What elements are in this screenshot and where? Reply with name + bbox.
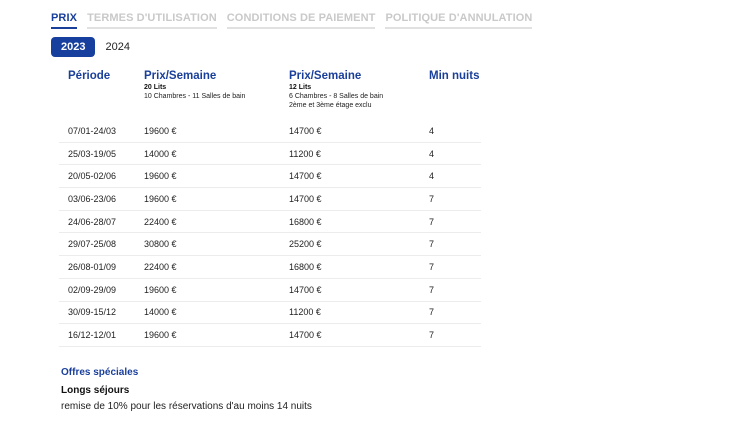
row-price-1: 19600 €: [144, 193, 177, 204]
row-price-1: 19600 €: [144, 171, 177, 182]
table-row: [59, 324, 481, 347]
header-min-nights: Min nuits: [429, 70, 480, 82]
tab-politique-annulation[interactable]: POLITIQUE D'ANNULATION: [385, 12, 532, 29]
header-price-2-detail-1: 6 Chambres - 8 Salles de bain: [289, 93, 384, 100]
row-period: 02/09-29/09: [68, 284, 117, 295]
table-body: [59, 120, 481, 347]
row-price-2: 14700 €: [289, 125, 322, 136]
row-min-nights: 7: [429, 239, 435, 250]
row-min-nights: 4: [429, 125, 435, 136]
table-row: [59, 120, 481, 143]
row-period: 24/06-28/07: [68, 216, 117, 227]
row-price-2: 25200 €: [289, 239, 322, 250]
row-price-2: 14700 €: [289, 171, 322, 182]
row-period: 07/01-24/03: [68, 125, 117, 136]
offers-title: Offres spéciales: [61, 367, 139, 378]
header-price-1: Prix/Semaine: [144, 70, 217, 82]
year-button-2024[interactable]: 2024: [105, 41, 130, 53]
row-price-2: 11200 €: [289, 148, 321, 159]
tab-termes-utilisation[interactable]: TERMES D'UTILISATION: [87, 12, 217, 29]
row-min-nights: 7: [429, 284, 435, 295]
table-row: [59, 279, 481, 302]
row-min-nights: 7: [429, 261, 435, 272]
row-min-nights: 7: [429, 216, 435, 227]
table-row: [59, 211, 481, 234]
row-price-1: 19600 €: [144, 284, 177, 295]
row-period: 20/05-02/06: [68, 171, 117, 182]
row-price-1: 19600 €: [144, 330, 177, 341]
table-row: [59, 302, 481, 325]
year-button-2023[interactable]: 2023: [51, 37, 95, 57]
row-price-1: 14000 €: [144, 307, 177, 318]
row-price-2: 14700 €: [289, 330, 322, 341]
table-row: [59, 143, 481, 166]
row-period: 26/08-01/09: [68, 261, 117, 272]
header-price-1-beds: 20 Lits: [144, 84, 167, 91]
header-price-2: Prix/Semaine: [289, 70, 362, 82]
offers-text: remise de 10% pour les réservations d'au moins 14 nuits: [61, 401, 312, 412]
row-min-nights: 7: [429, 193, 435, 204]
row-price-2: 14700 €: [289, 284, 322, 295]
table-row: [59, 165, 481, 188]
row-min-nights: 7: [429, 307, 435, 318]
row-price-2: 16800 €: [289, 261, 322, 272]
tab-conditions-paiement[interactable]: CONDITIONS DE PAIEMENT: [227, 12, 376, 29]
row-min-nights: 7: [429, 330, 435, 341]
row-price-1: 19600 €: [144, 125, 177, 136]
row-min-nights: 4: [429, 171, 435, 182]
row-period: 30/09-15/12: [68, 307, 117, 318]
row-price-1: 30800 €: [144, 239, 177, 250]
tab-prix[interactable]: PRIX: [51, 12, 77, 29]
row-price-2: 14700 €: [289, 193, 322, 204]
header-period: Période: [68, 70, 111, 82]
row-price-2: 11200 €: [289, 307, 321, 318]
year-selector: [51, 37, 140, 57]
table-header: [59, 68, 481, 120]
row-period: 29/07-25/08: [68, 239, 117, 250]
special-offers: [61, 367, 312, 412]
tab-bar: [51, 12, 542, 29]
header-price-2-beds: 12 Lits: [289, 84, 312, 91]
header-price-2-detail-2: 2ème et 3ème étage exclu: [289, 102, 372, 109]
header-price-1-detail: 10 Chambres - 11 Salles de bain: [144, 93, 246, 100]
table-row: [59, 188, 481, 211]
row-period: 03/06-23/06: [68, 193, 117, 204]
table-row: [59, 233, 481, 256]
row-price-1: 22400 €: [144, 216, 177, 227]
row-price-1: 22400 €: [144, 261, 177, 272]
row-period: 16/12-12/01: [68, 330, 117, 341]
row-price-1: 14000 €: [144, 148, 177, 159]
row-min-nights: 4: [429, 148, 435, 159]
row-price-2: 16800 €: [289, 216, 322, 227]
row-period: 25/03-19/05: [68, 148, 117, 159]
price-table: [59, 68, 481, 347]
table-row: [59, 256, 481, 279]
offers-subtitle: Longs séjours: [61, 385, 130, 396]
